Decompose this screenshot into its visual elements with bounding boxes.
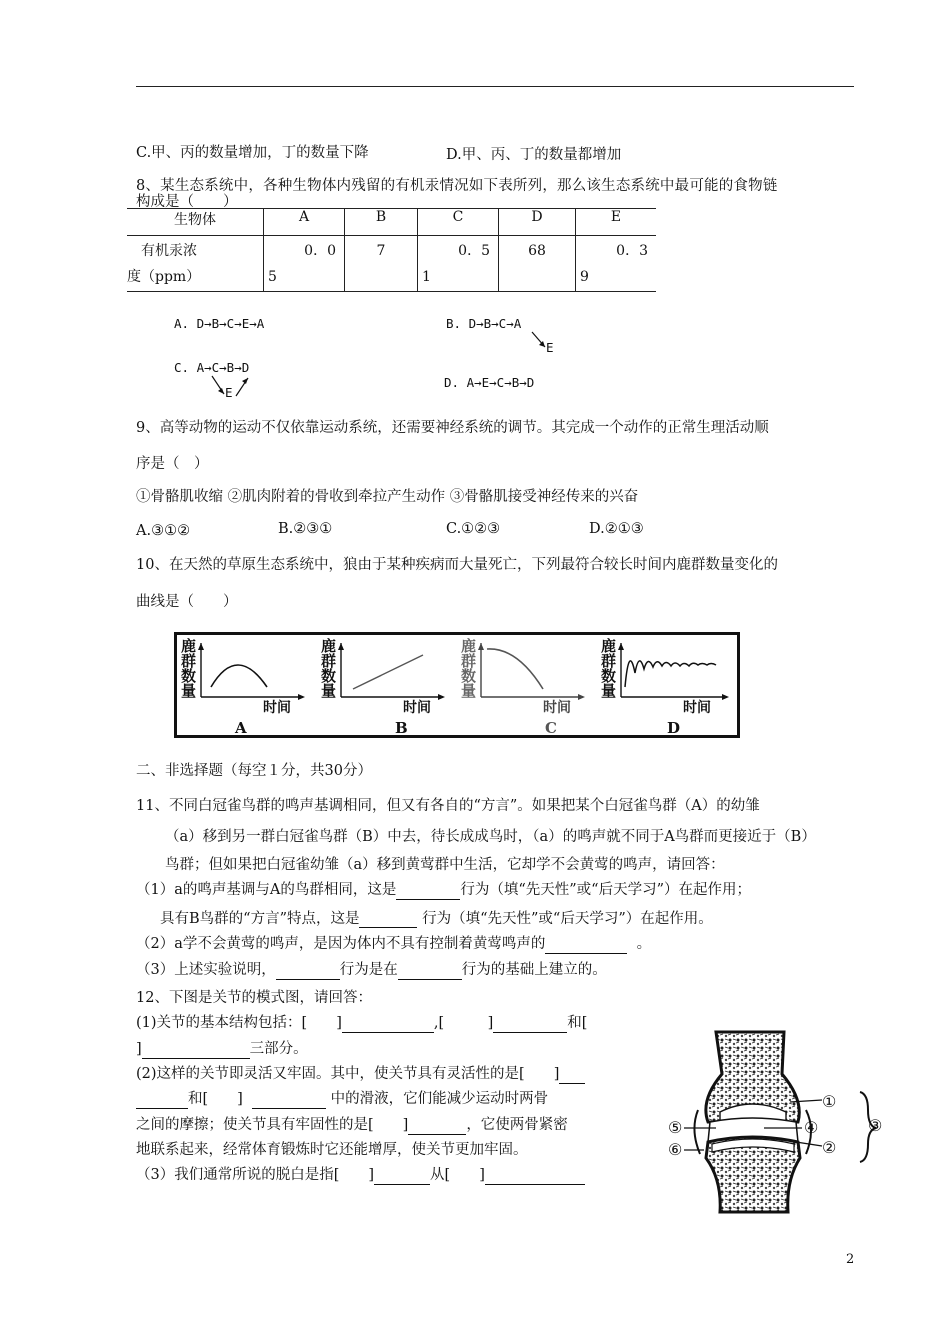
cell-value: 0．0	[304, 243, 336, 259]
q10-stem-line2: 曲线是（ ）	[136, 594, 238, 610]
q11-part1-line1	[136, 880, 751, 900]
table-cell	[576, 236, 657, 292]
chart-d-ylabel: 鹿群数量	[601, 637, 617, 700]
q12-part1-text-b: ,[ ]	[433, 1015, 494, 1031]
q7-option-c: C.甲、丙的数量增加，丁的数量下降	[136, 145, 369, 161]
q11-part2	[136, 934, 651, 954]
q12-part2-line4: 地联系起来，经常体育锻炼时它还能增厚，使关节更加牢固。	[136, 1142, 528, 1158]
answer-blank[interactable]	[252, 1092, 326, 1109]
chart-b-plot	[337, 643, 447, 703]
chart-c-letter: C	[545, 719, 557, 737]
q11-part2-text-a: （2）a学不会黄莺的鸣声，是因为体内不具有控制着黄莺鸣声的	[136, 936, 546, 952]
cell-value-cont: 5	[268, 269, 277, 285]
chart-d	[597, 635, 737, 735]
chart-b-xlabel: 时间	[403, 700, 431, 716]
section-heading: 二、非选择题（每空１分，共30分）	[136, 763, 372, 779]
q12-part1-text-e: 三部分。	[249, 1041, 308, 1057]
q12-part1-text-a: (1)关节的基本结构包括：[ ]	[136, 1015, 342, 1031]
chain-option-c: C. A→C→B→D	[174, 360, 250, 375]
chart-a-xlabel: 时间	[263, 700, 291, 716]
chart-d-letter: D	[667, 719, 681, 737]
cell-value: 7	[376, 243, 386, 259]
table-header-cell: 生物体	[127, 209, 264, 236]
row-label-line2: 度（ppm）	[127, 269, 201, 285]
cell-value: 0．3	[616, 243, 648, 259]
chain-b-branch: E	[546, 340, 554, 355]
q9-items: ①骨骼肌收缩 ②肌肉附着的骨收到牵拉产生动作 ③骨骼肌接受神经传来的兴奋	[136, 489, 639, 505]
chart-c	[457, 635, 597, 735]
figure-label-4: ④	[804, 1118, 819, 1137]
cell-value-cont: 9	[580, 269, 589, 285]
table-header-row	[127, 209, 656, 236]
q12-stem: 12、下图是关节的模式图，请回答：	[136, 990, 372, 1006]
chain-option-d: D. A→E→C→B→D	[444, 375, 535, 390]
chart-d-curve	[625, 661, 716, 687]
page-number: 2	[846, 1252, 855, 1267]
chain-c-branch: E	[225, 385, 233, 400]
q12-part2-text-e: ，它使两骨紧密	[466, 1117, 568, 1133]
q11-part1-line2	[160, 907, 713, 928]
q9-stem-line1: 9、高等动物的运动不仅依靠运动系统，还需要神经系统的调节。其完成一个动作的正常生理活动顺	[136, 420, 769, 436]
q10-stem-line1: 10、在天然的草原生态系统中，狼由于某种疾病而大量死亡，下列最符合较长时间内鹿群数量变化的	[136, 557, 778, 573]
answer-blank[interactable]	[136, 1092, 188, 1109]
table-header-cell: A	[264, 209, 345, 236]
table-cell	[345, 236, 418, 292]
answer-blank[interactable]	[545, 937, 627, 954]
table-row	[127, 236, 656, 292]
answer-blank[interactable]	[374, 1168, 430, 1185]
q11-part1-text-b: 行为（填“先天性”或“后天学习”）在起作用；	[460, 882, 751, 898]
q9-option-b: B.②③①	[278, 521, 333, 537]
chart-a	[177, 635, 317, 735]
chain-option-b: B. D→B→C→A	[446, 316, 522, 331]
answer-blank[interactable]	[276, 963, 340, 980]
table-cell	[264, 236, 345, 292]
q7-option-d: D.甲、丙、丁的数量都增加	[446, 147, 622, 163]
q9-option-a: A.③①②	[136, 523, 191, 539]
q11-part1-text-c: 具有B鸟群的“方言”特点，这是	[160, 911, 360, 927]
chart-b-ylabel: 鹿群数量	[321, 637, 337, 700]
q12-part3-text-a: （3）我们通常所说的脱白是指[ ]	[136, 1167, 375, 1183]
answer-blank[interactable]	[408, 1118, 466, 1135]
q12-part3	[136, 1165, 585, 1185]
chart-a-plot	[197, 643, 307, 703]
q12-part2-text-d: 之间的摩擦；使关节具有牢固性的是[ ]	[136, 1117, 409, 1133]
q8-stem-line2: 构成是（ ）	[136, 194, 238, 210]
q9-stem-line2: 序是（ ）	[136, 456, 209, 472]
chart-c-curve	[487, 649, 543, 689]
chart-a-letter: A	[235, 719, 247, 737]
table-header-cell: B	[345, 209, 418, 236]
q12-part1-line2	[136, 1039, 308, 1059]
q11-part3-text-a: （3）上述实验说明，	[136, 962, 276, 978]
figure-label-3: ③	[868, 1116, 883, 1135]
cell-value: 0．5	[458, 243, 490, 259]
q11-line3: 鸟群；但如果把白冠雀幼雏（a）移到黄莺群中生活，它却学不会黄莺的鸣声，请回答：	[165, 857, 725, 873]
table-header-cell: C	[418, 209, 499, 236]
deer-population-charts	[174, 632, 740, 738]
answer-blank[interactable]	[142, 1042, 250, 1059]
table-cell	[418, 236, 499, 292]
q9-option-c: C.①②③	[446, 521, 501, 537]
chart-b-curve	[353, 655, 423, 689]
cell-value-cont: 1	[422, 269, 431, 285]
q12-part3-text-b: 从[ ]	[430, 1167, 485, 1183]
answer-blank[interactable]	[342, 1016, 434, 1033]
chart-d-xlabel: 时间	[683, 700, 711, 716]
figure-label-5: ⑤	[668, 1118, 683, 1137]
answer-blank[interactable]	[559, 1067, 585, 1084]
answer-blank[interactable]	[398, 963, 462, 980]
mercury-table	[127, 208, 656, 292]
q11-part1-text-d: 行为（填“先天性”或“后天学习”）在起作用。	[422, 911, 713, 927]
q12-part2-line3	[136, 1115, 568, 1135]
q11-line1: 11、不同白冠雀鸟群的鸣声基调相同，但又有各自的“方言”。如果把某个白冠雀鸟群（A）的幼雏	[136, 798, 760, 814]
answer-blank[interactable]	[396, 883, 460, 900]
figure-label-2: ②	[822, 1138, 837, 1157]
chart-c-ylabel: 鹿群数量	[461, 637, 477, 700]
table-cell	[499, 236, 576, 292]
header-rule	[136, 86, 854, 87]
q9-option-d: D.②①③	[589, 521, 644, 537]
q12-part2-text-c: 中的滑液，它们能减少运动时两骨	[330, 1091, 549, 1107]
table-header-cell: D	[499, 209, 576, 236]
q12-part1-text-d: ]	[136, 1041, 142, 1057]
q12-part2-text-a: (2)这样的关节即灵活又牢固。其中，使关节具有灵活性的是[ ]	[136, 1066, 560, 1082]
chart-b	[317, 635, 457, 735]
answer-blank[interactable]	[359, 911, 417, 928]
chart-a-curve	[211, 665, 267, 687]
answer-blank[interactable]	[493, 1016, 567, 1033]
q11-part3-text-b: 行为是在	[339, 962, 398, 978]
q8-stem-line1: 8、某生态系统中，各种生物体内残留的有机汞情况如下表所列，那么该生态系统中最可能的食物链	[136, 178, 778, 194]
q12-part2-text-b: 和[ ]	[188, 1091, 243, 1107]
chart-c-plot	[477, 643, 587, 703]
q12-part1-line1	[136, 1013, 587, 1033]
q11-part2-text-b: 。	[636, 936, 652, 952]
q11-part1-text-a: （1）a的鸣声基调与A的鸟群相同，这是	[136, 882, 397, 898]
capsule-left	[694, 1110, 700, 1154]
figure-label-1: ①	[822, 1092, 837, 1111]
chart-c-xlabel: 时间	[543, 700, 571, 716]
q12-part1-text-c: 和[	[567, 1015, 588, 1031]
table-row-label	[127, 236, 264, 292]
answer-blank[interactable]	[485, 1168, 585, 1185]
joint-diagram	[664, 1030, 894, 1220]
chart-d-plot	[617, 643, 733, 703]
figure-label-6: ⑥	[668, 1140, 683, 1159]
chart-b-letter: B	[395, 719, 408, 737]
cell-value: 68	[528, 243, 546, 259]
q12-part2-line2	[136, 1089, 548, 1109]
chart-a-ylabel: 鹿群数量	[181, 637, 197, 700]
q11-part3	[136, 960, 607, 980]
q11-part3-text-c: 行为的基础上建立的。	[461, 962, 607, 978]
q12-part2-line1	[136, 1064, 585, 1084]
row-label-line1: 有机汞浓	[141, 243, 197, 259]
q11-line2: （a）移到另一群白冠雀鸟群（B）中去，待长成成鸟时，（a）的鸣声就不同于A鸟群而更接近于（B）	[165, 829, 816, 845]
table-header-cell: E	[576, 209, 657, 236]
chain-option-a: A. D→B→C→E→A	[174, 316, 265, 331]
